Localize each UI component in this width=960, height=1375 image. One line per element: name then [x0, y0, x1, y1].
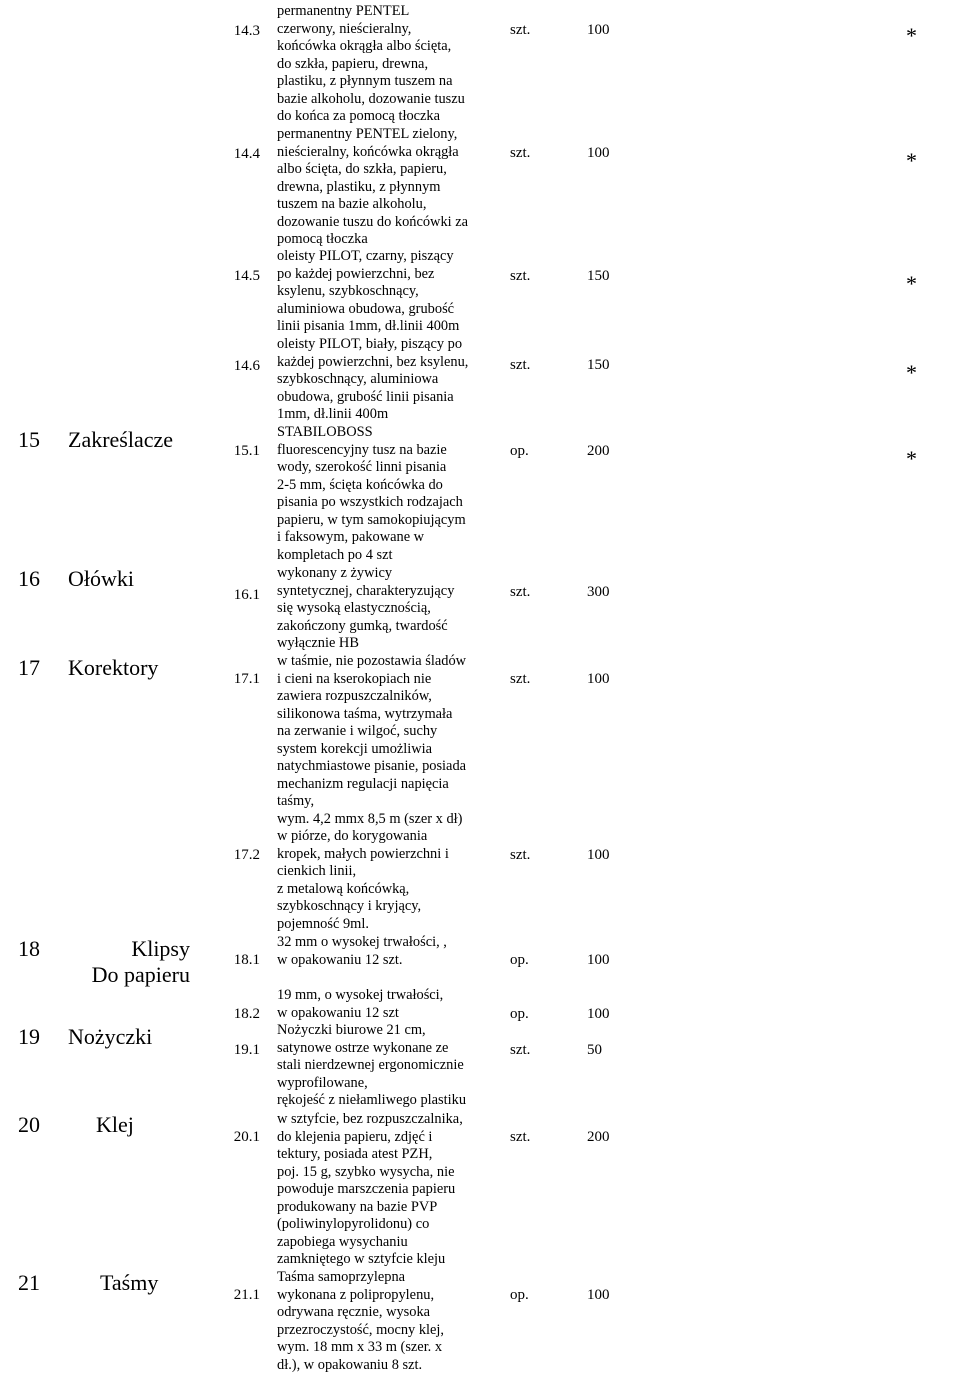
asterisk-mark: * — [906, 148, 917, 173]
asterisk-mark: * — [906, 446, 917, 471]
category-20 — [18, 1112, 190, 1138]
item-description: 19 mm, o wysokej trwałości, w opakowaniu 12 szt — [277, 987, 444, 1021]
item-unit: op. — [510, 1006, 529, 1022]
item-description: Nożyczki biurowe 21 cm, satynowe ostrze wykonane ze stali nierdzewnej ergonomicznie wyprofilowane, rękojeść z niełamliwego plastiku — [277, 1022, 467, 1108]
item-unit: op. — [510, 952, 529, 968]
item-quantity: 200 — [587, 443, 610, 459]
item-description: w taśmie, nie pozostawia śladów i cieni na kserokopiach nie zawiera rozpuszczalników, silikonowa taśma, wytrzymała na zerwanie i wilgoć, suchy system korekcji umożliwia natychmiastowe pisanie, posiada mechanizm regulacji napięcia taśmy, wym. 4,2 mmx 8,5 m (szer x dł) — [277, 653, 467, 827]
item-quantity: 100 — [587, 671, 610, 687]
item-description: oleisty PILOT, czarny, piszący po każdej powierzchni, bez ksylenu, szybkoschnący, aluminiowa obudowa, grubość linii pisania 1mm, dł.linii 400m — [277, 248, 460, 334]
category-16 — [18, 566, 190, 592]
item-description: w sztyfcie, bez rozpuszczalnika, do klejenia papieru, zdjęć i tektury, posiada atest PZH, poj. 15 g, szybko wysycha, nie powoduje marszczenia papieru produkowany na bazie PVP (poliwinylopyrolidonu) co zapobiega wysychaniu zamkniętego w sztyfcie kleju — [277, 1111, 463, 1267]
item-quantity: 100 — [587, 847, 610, 863]
category-label: Korektory — [68, 655, 159, 680]
category-label: Nożyczki — [68, 1024, 153, 1049]
item-unit: szt. — [510, 1042, 531, 1058]
item-unit: op. — [510, 443, 529, 459]
category-number: 17 — [18, 655, 40, 680]
category-label: Taśmy — [100, 1270, 159, 1295]
item-quantity: 100 — [587, 1287, 610, 1303]
category-number: 15 — [18, 427, 40, 452]
item-unit: szt. — [510, 268, 531, 284]
category-label: Klipsy — [131, 936, 190, 961]
position-number: 17.1 — [233, 671, 260, 687]
item-description: Taśma samoprzylepna wykonana z polipropylenu, odrywana ręcznie, wysoka przezroczystość, mocny klej, wym. 18 mm x 33 m (szer. x dł.), w opakowaniu 8 szt. — [277, 1269, 445, 1373]
category-18 — [18, 936, 190, 988]
position-number: 15.1 — [233, 443, 260, 459]
position-number: 17.2 — [233, 847, 260, 863]
item-quantity: 100 — [587, 952, 610, 968]
asterisk-mark: * — [906, 271, 917, 296]
category-label: Ołówki — [68, 566, 134, 591]
category-number: 19 — [18, 1024, 40, 1049]
category-number: 20 — [18, 1112, 40, 1137]
position-number: 18.1 — [233, 952, 260, 968]
item-unit: op. — [510, 1287, 529, 1303]
category-21 — [18, 1270, 190, 1296]
position-number: 14.3 — [233, 23, 260, 39]
category-19 — [18, 1024, 190, 1050]
item-quantity: 200 — [587, 1129, 610, 1145]
item-description: STABILOBOSS fluorescencyjny tusz na bazie wody, szerokość linni pisania 2-5 mm, ścięta końcówka do pisania po wszystkich rodzajach papieru, w tym samokopiującym i faksowym, pakowane w kompletach po 4 szt — [277, 424, 466, 563]
item-unit: szt. — [510, 1129, 531, 1145]
position-number: 16.1 — [233, 587, 260, 603]
category-number: 21 — [18, 1270, 40, 1295]
item-description: w piórze, do korygowania kropek, małych powierzchni i cienkich linii, z metalową końcówką, szybkoschnący i kryjący, pojemność 9ml. — [277, 828, 449, 932]
position-number: 18.2 — [233, 1006, 260, 1022]
category-label-line2: Do papieru — [91, 962, 190, 987]
category-label: Klej — [96, 1112, 134, 1137]
item-quantity: 150 — [587, 268, 610, 284]
item-quantity: 50 — [587, 1042, 602, 1058]
category-17 — [18, 655, 190, 681]
item-unit: szt. — [510, 847, 531, 863]
item-description: permanentny PENTEL czerwony, nieścieralny, końcówka okrągła albo ścięta, do szkła, papieru, drewna, plastiku, z płynnym tuszem na bazie alkoholu, dozowanie tuszu do końca za pomocą tłoczka — [277, 3, 465, 124]
category-number: 16 — [18, 566, 40, 591]
asterisk-mark: * — [906, 360, 917, 385]
item-description: 32 mm o wysokej trwałości, , w opakowaniu 12 szt. — [277, 934, 447, 968]
item-quantity: 150 — [587, 357, 610, 373]
category-15 — [18, 427, 190, 453]
item-quantity: 300 — [587, 584, 610, 600]
item-quantity: 100 — [587, 1006, 610, 1022]
item-unit: szt. — [510, 584, 531, 600]
item-description: permanentny PENTEL zielony, nieścieralny, końcówka okrągła albo ścięta, do szkła, papieru, drewna, plastiku, z płynnym tuszem na bazie alkoholu, dozowanie tuszu do końcówki za pomocą tłoczka — [277, 126, 469, 247]
item-unit: szt. — [510, 671, 531, 687]
position-number: 14.5 — [233, 268, 260, 284]
item-unit: szt. — [510, 22, 531, 38]
category-number: 18 — [18, 936, 40, 961]
category-label: Zakreślacze — [68, 427, 174, 452]
asterisk-mark: * — [906, 23, 917, 48]
position-number: 21.1 — [233, 1287, 260, 1303]
item-description: wykonany z żywicy syntetycznej, charakteryzujący się wysoką elastycznością, zakończony gumką, twardość wyłącznie HB — [277, 565, 455, 651]
item-quantity: 100 — [587, 22, 610, 38]
position-number: 14.6 — [233, 358, 260, 374]
item-unit: szt. — [510, 357, 531, 373]
position-number: 20.1 — [233, 1129, 260, 1145]
position-number: 14.4 — [233, 146, 260, 162]
position-number: 19.1 — [233, 1042, 260, 1058]
item-description: oleisty PILOT, biały, piszący po każdej powierzchni, bez ksylenu, szybkoschnący, aluminiowa obudowa, grubość linii pisania 1mm, dł.linii 400m — [277, 336, 469, 422]
item-quantity: 100 — [587, 145, 610, 161]
item-unit: szt. — [510, 145, 531, 161]
